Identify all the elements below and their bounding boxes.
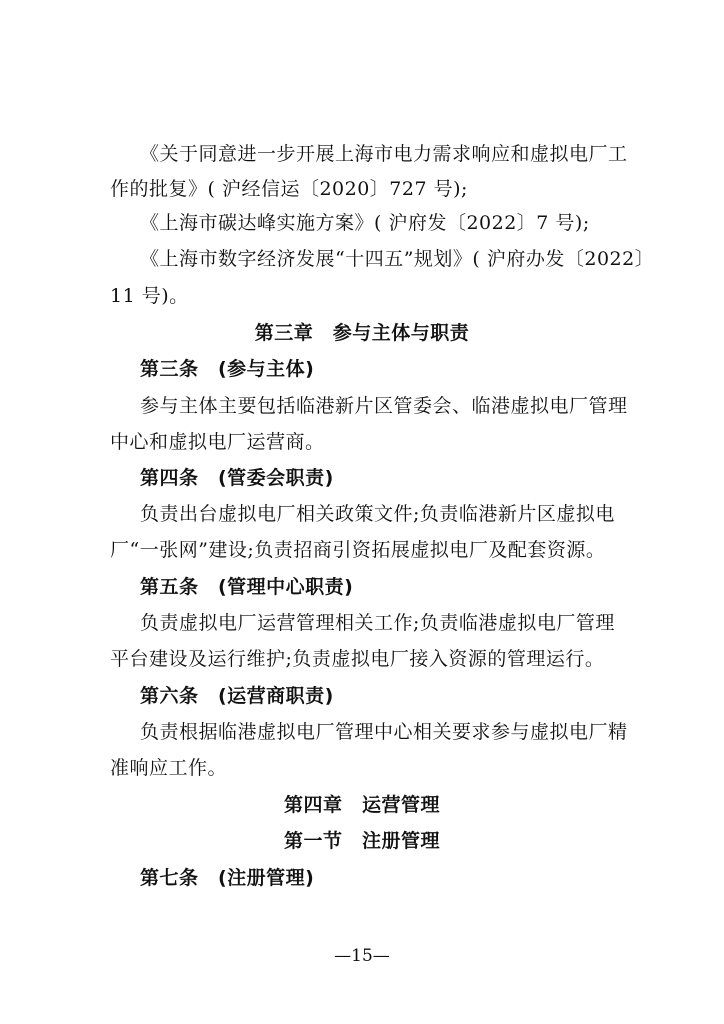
chapter-3-heading: 第三章 参与主体与职责 [254,322,470,344]
chapter-4-heading: 第四章 运营管理 [283,794,440,816]
reference-3-line-1: 《上海市数字经济发展“十四五”规划》( 沪府办发〔2022〕 [140,248,655,270]
article-4-heading: 第四条 (管委会职责) [140,467,334,489]
article-3-body-line-2: 中心和虚拟电厂运营商。 [110,431,325,453]
article-4-body-line-2: 厂“一张网”建设;负责招商引资拓展虚拟电厂及配套资源。 [110,539,606,561]
article-6-heading: 第六条 (运营商职责) [140,685,334,707]
article-5-body-line-2: 平台建设及运行维护;负责虚拟电厂接入资源的管理运行。 [110,648,605,670]
reference-1-line-1: 《关于同意进一步开展上海市电力需求响应和虚拟电厂工 [140,143,628,165]
reference-2: 《上海市碳达峰实施方案》( 沪府发〔2022〕7 号); [140,212,590,234]
page-number: —15— [334,946,390,966]
article-3-heading: 第三条 (参与主体) [140,358,315,380]
article-4-body-line-1: 负责出台虚拟电厂相关政策文件;负责临港新片区虚拟电 [140,503,615,525]
article-7-heading: 第七条 (注册管理) [140,867,315,889]
article-6-body-line-2: 准响应工作。 [110,757,228,779]
section-1-heading: 第一节 注册管理 [283,830,440,852]
reference-1-line-2: 作的批复》( 沪经信运〔2020〕727 号); [110,178,468,200]
article-5-heading: 第五条 (管理中心职责) [140,576,354,598]
article-3-body-line-1: 参与主体主要包括临港新片区管委会、临港虚拟电厂管理 [140,395,628,417]
article-6-body-line-1: 负责根据临港虚拟电厂管理中心相关要求参与虚拟电厂精 [140,721,628,743]
reference-3-line-2: 11 号)。 [110,285,189,307]
article-5-body-line-1: 负责虚拟电厂运营管理相关工作;负责临港虚拟电厂管理 [140,612,615,634]
